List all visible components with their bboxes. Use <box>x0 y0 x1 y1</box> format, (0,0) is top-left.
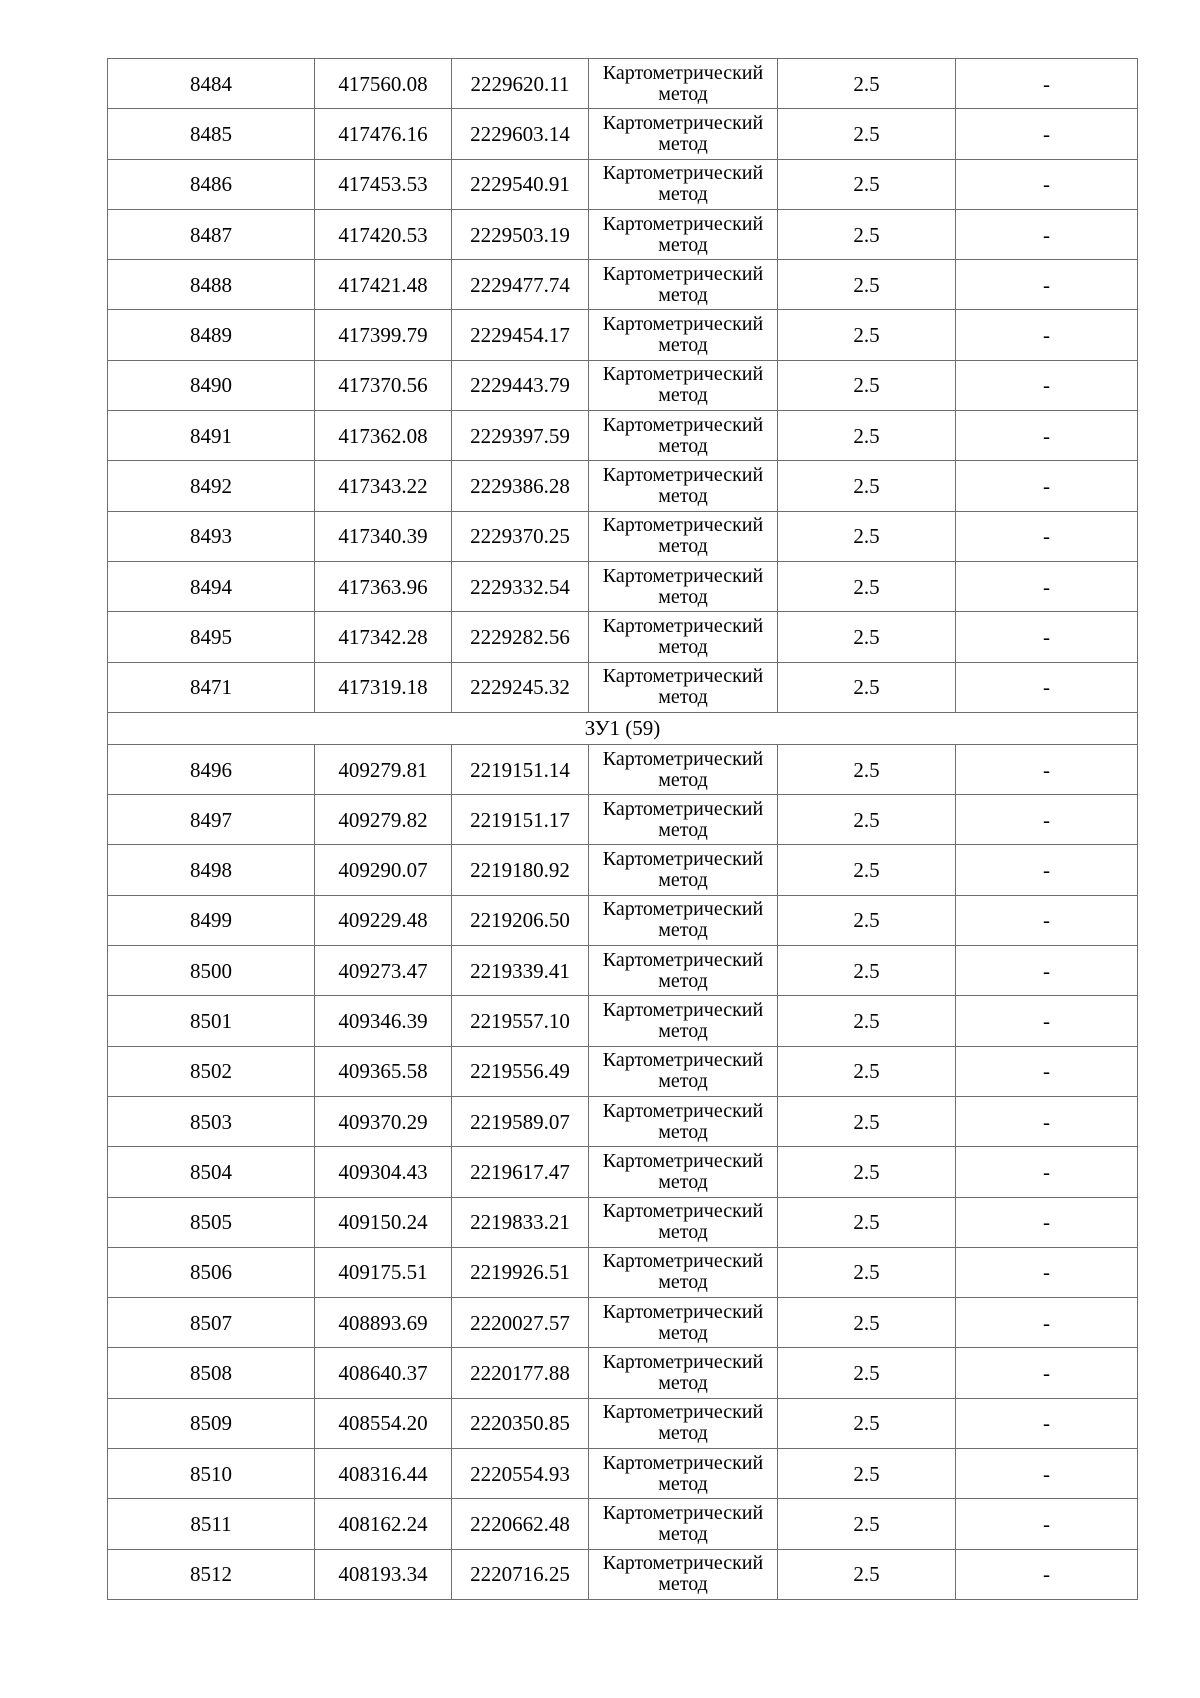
method-cell: Картометрический метод <box>589 1398 778 1448</box>
point-number-cell: 8508 <box>108 1348 315 1398</box>
x-coordinate-cell: 409279.81 <box>315 744 452 794</box>
accuracy-cell: 2.5 <box>778 744 956 794</box>
method-cell: Картометрический метод <box>589 1046 778 1096</box>
note-cell: - <box>956 795 1138 845</box>
point-number-cell: 8509 <box>108 1398 315 1448</box>
x-coordinate-cell: 417343.22 <box>315 461 452 511</box>
note-cell: - <box>956 1096 1138 1146</box>
accuracy-cell: 2.5 <box>778 109 956 159</box>
point-number-cell: 8491 <box>108 411 315 461</box>
method-cell: Картометрический метод <box>589 946 778 996</box>
accuracy-cell: 2.5 <box>778 511 956 561</box>
table-row <box>108 996 1138 1046</box>
y-coordinate-cell: 2229443.79 <box>452 360 589 410</box>
y-coordinate-cell: 2229397.59 <box>452 411 589 461</box>
point-number-cell: 8510 <box>108 1449 315 1499</box>
x-coordinate-cell: 409290.07 <box>315 845 452 895</box>
accuracy-cell: 2.5 <box>778 612 956 662</box>
point-number-cell: 8504 <box>108 1147 315 1197</box>
y-coordinate-cell: 2229245.32 <box>452 662 589 712</box>
x-coordinate-cell: 417362.08 <box>315 411 452 461</box>
method-cell: Картометрический метод <box>589 1449 778 1499</box>
coordinates-table-body <box>108 59 1138 1600</box>
accuracy-cell: 2.5 <box>778 59 956 109</box>
method-cell: Картометрический метод <box>589 310 778 360</box>
table-row <box>108 59 1138 109</box>
accuracy-cell: 2.5 <box>778 209 956 259</box>
note-cell: - <box>956 310 1138 360</box>
table-row <box>108 1096 1138 1146</box>
table-row <box>108 1298 1138 1348</box>
note-cell: - <box>956 1046 1138 1096</box>
method-cell: Картометрический метод <box>589 795 778 845</box>
point-number-cell: 8495 <box>108 612 315 662</box>
note-cell: - <box>956 1147 1138 1197</box>
x-coordinate-cell: 408162.24 <box>315 1499 452 1549</box>
table-row <box>108 744 1138 794</box>
accuracy-cell: 2.5 <box>778 411 956 461</box>
y-coordinate-cell: 2219926.51 <box>452 1247 589 1297</box>
x-coordinate-cell: 417453.53 <box>315 159 452 209</box>
accuracy-cell: 2.5 <box>778 1147 956 1197</box>
y-coordinate-cell: 2219557.10 <box>452 996 589 1046</box>
table-row <box>108 1046 1138 1096</box>
y-coordinate-cell: 2220554.93 <box>452 1449 589 1499</box>
accuracy-cell: 2.5 <box>778 1247 956 1297</box>
table-row <box>108 511 1138 561</box>
y-coordinate-cell: 2219833.21 <box>452 1197 589 1247</box>
x-coordinate-cell: 408640.37 <box>315 1348 452 1398</box>
note-cell: - <box>956 1549 1138 1599</box>
y-coordinate-cell: 2220662.48 <box>452 1499 589 1549</box>
method-cell: Картометрический метод <box>589 260 778 310</box>
table-row <box>108 845 1138 895</box>
note-cell: - <box>956 946 1138 996</box>
x-coordinate-cell: 417420.53 <box>315 209 452 259</box>
accuracy-cell: 2.5 <box>778 561 956 611</box>
note-cell: - <box>956 744 1138 794</box>
note-cell: - <box>956 461 1138 511</box>
point-number-cell: 8506 <box>108 1247 315 1297</box>
y-coordinate-cell: 2219206.50 <box>452 895 589 945</box>
point-number-cell: 8501 <box>108 996 315 1046</box>
accuracy-cell: 2.5 <box>778 996 956 1046</box>
method-cell: Картометрический метод <box>589 895 778 945</box>
y-coordinate-cell: 2219151.14 <box>452 744 589 794</box>
method-cell: Картометрический метод <box>589 360 778 410</box>
table-row <box>108 895 1138 945</box>
note-cell: - <box>956 109 1138 159</box>
y-coordinate-cell: 2229503.19 <box>452 209 589 259</box>
table-row <box>108 1197 1138 1247</box>
method-cell: Картометрический метод <box>589 845 778 895</box>
method-cell: Картометрический метод <box>589 1549 778 1599</box>
point-number-cell: 8507 <box>108 1298 315 1348</box>
note-cell: - <box>956 511 1138 561</box>
accuracy-cell: 2.5 <box>778 946 956 996</box>
point-number-cell: 8487 <box>108 209 315 259</box>
method-cell: Картометрический метод <box>589 1197 778 1247</box>
x-coordinate-cell: 409273.47 <box>315 946 452 996</box>
accuracy-cell: 2.5 <box>778 845 956 895</box>
y-coordinate-cell: 2229477.74 <box>452 260 589 310</box>
table-row <box>108 1348 1138 1398</box>
y-coordinate-cell: 2220716.25 <box>452 1549 589 1599</box>
point-number-cell: 8505 <box>108 1197 315 1247</box>
point-number-cell: 8494 <box>108 561 315 611</box>
accuracy-cell: 2.5 <box>778 1197 956 1247</box>
point-number-cell: 8489 <box>108 310 315 360</box>
method-cell: Картометрический метод <box>589 461 778 511</box>
method-cell: Картометрический метод <box>589 59 778 109</box>
table-row <box>108 946 1138 996</box>
y-coordinate-cell: 2229540.91 <box>452 159 589 209</box>
point-number-cell: 8497 <box>108 795 315 845</box>
x-coordinate-cell: 409150.24 <box>315 1197 452 1247</box>
method-cell: Картометрический метод <box>589 159 778 209</box>
y-coordinate-cell: 2219617.47 <box>452 1147 589 1197</box>
note-cell: - <box>956 1348 1138 1398</box>
method-cell: Картометрический метод <box>589 744 778 794</box>
table-row <box>108 1449 1138 1499</box>
method-cell: Картометрический метод <box>589 209 778 259</box>
table-row <box>108 109 1138 159</box>
x-coordinate-cell: 409175.51 <box>315 1247 452 1297</box>
note-cell: - <box>956 360 1138 410</box>
point-number-cell: 8490 <box>108 360 315 410</box>
note-cell: - <box>956 895 1138 945</box>
note-cell: - <box>956 1398 1138 1448</box>
point-number-cell: 8500 <box>108 946 315 996</box>
x-coordinate-cell: 417342.28 <box>315 612 452 662</box>
x-coordinate-cell: 417560.08 <box>315 59 452 109</box>
point-number-cell: 8499 <box>108 895 315 945</box>
x-coordinate-cell: 408554.20 <box>315 1398 452 1448</box>
table-row <box>108 1147 1138 1197</box>
note-cell: - <box>956 1499 1138 1549</box>
point-number-cell: 8498 <box>108 845 315 895</box>
section-title: ЗУ1 (59) <box>108 712 1138 744</box>
point-number-cell: 8502 <box>108 1046 315 1096</box>
accuracy-cell: 2.5 <box>778 1096 956 1146</box>
table-row <box>108 461 1138 511</box>
point-number-cell: 8511 <box>108 1499 315 1549</box>
x-coordinate-cell: 417363.96 <box>315 561 452 611</box>
note-cell: - <box>956 1247 1138 1297</box>
table-row <box>108 260 1138 310</box>
x-coordinate-cell: 409229.48 <box>315 895 452 945</box>
accuracy-cell: 2.5 <box>778 1046 956 1096</box>
x-coordinate-cell: 408316.44 <box>315 1449 452 1499</box>
method-cell: Картометрический метод <box>589 662 778 712</box>
y-coordinate-cell: 2220027.57 <box>452 1298 589 1348</box>
accuracy-cell: 2.5 <box>778 1298 956 1348</box>
table-row <box>108 1549 1138 1599</box>
point-number-cell: 8485 <box>108 109 315 159</box>
y-coordinate-cell: 2219339.41 <box>452 946 589 996</box>
note-cell: - <box>956 411 1138 461</box>
point-number-cell: 8512 <box>108 1549 315 1599</box>
note-cell: - <box>956 260 1138 310</box>
coordinates-table <box>107 58 1138 1600</box>
method-cell: Картометрический метод <box>589 411 778 461</box>
y-coordinate-cell: 2220350.85 <box>452 1398 589 1448</box>
y-coordinate-cell: 2219180.92 <box>452 845 589 895</box>
y-coordinate-cell: 2220177.88 <box>452 1348 589 1398</box>
x-coordinate-cell: 417319.18 <box>315 662 452 712</box>
y-coordinate-cell: 2229620.11 <box>452 59 589 109</box>
accuracy-cell: 2.5 <box>778 662 956 712</box>
accuracy-cell: 2.5 <box>778 1398 956 1448</box>
table-row <box>108 612 1138 662</box>
point-number-cell: 8493 <box>108 511 315 561</box>
method-cell: Картометрический метод <box>589 1348 778 1398</box>
method-cell: Картометрический метод <box>589 996 778 1046</box>
point-number-cell: 8486 <box>108 159 315 209</box>
section-header-row <box>108 712 1138 744</box>
y-coordinate-cell: 2229603.14 <box>452 109 589 159</box>
table-row <box>108 310 1138 360</box>
x-coordinate-cell: 417399.79 <box>315 310 452 360</box>
accuracy-cell: 2.5 <box>778 260 956 310</box>
table-row <box>108 411 1138 461</box>
x-coordinate-cell: 409365.58 <box>315 1046 452 1096</box>
note-cell: - <box>956 845 1138 895</box>
accuracy-cell: 2.5 <box>778 895 956 945</box>
method-cell: Картометрический метод <box>589 511 778 561</box>
table-row <box>108 360 1138 410</box>
x-coordinate-cell: 409346.39 <box>315 996 452 1046</box>
note-cell: - <box>956 612 1138 662</box>
y-coordinate-cell: 2229370.25 <box>452 511 589 561</box>
accuracy-cell: 2.5 <box>778 795 956 845</box>
accuracy-cell: 2.5 <box>778 461 956 511</box>
note-cell: - <box>956 1449 1138 1499</box>
point-number-cell: 8488 <box>108 260 315 310</box>
y-coordinate-cell: 2229386.28 <box>452 461 589 511</box>
table-row <box>108 662 1138 712</box>
note-cell: - <box>956 1197 1138 1247</box>
point-number-cell: 8492 <box>108 461 315 511</box>
x-coordinate-cell: 409279.82 <box>315 795 452 845</box>
point-number-cell: 8503 <box>108 1096 315 1146</box>
note-cell: - <box>956 996 1138 1046</box>
table-row <box>108 1499 1138 1549</box>
note-cell: - <box>956 209 1138 259</box>
point-number-cell: 8484 <box>108 59 315 109</box>
x-coordinate-cell: 417476.16 <box>315 109 452 159</box>
note-cell: - <box>956 59 1138 109</box>
accuracy-cell: 2.5 <box>778 1499 956 1549</box>
method-cell: Картометрический метод <box>589 1096 778 1146</box>
x-coordinate-cell: 409370.29 <box>315 1096 452 1146</box>
y-coordinate-cell: 2229454.17 <box>452 310 589 360</box>
method-cell: Картометрический метод <box>589 612 778 662</box>
y-coordinate-cell: 2219556.49 <box>452 1046 589 1096</box>
method-cell: Картометрический метод <box>589 109 778 159</box>
x-coordinate-cell: 417370.56 <box>315 360 452 410</box>
table-row <box>108 159 1138 209</box>
y-coordinate-cell: 2229332.54 <box>452 561 589 611</box>
accuracy-cell: 2.5 <box>778 159 956 209</box>
y-coordinate-cell: 2219589.07 <box>452 1096 589 1146</box>
table-row <box>108 795 1138 845</box>
method-cell: Картометрический метод <box>589 1298 778 1348</box>
y-coordinate-cell: 2219151.17 <box>452 795 589 845</box>
method-cell: Картометрический метод <box>589 561 778 611</box>
method-cell: Картометрический метод <box>589 1499 778 1549</box>
x-coordinate-cell: 408893.69 <box>315 1298 452 1348</box>
x-coordinate-cell: 417340.39 <box>315 511 452 561</box>
x-coordinate-cell: 417421.48 <box>315 260 452 310</box>
x-coordinate-cell: 408193.34 <box>315 1549 452 1599</box>
table-row <box>108 209 1138 259</box>
method-cell: Картометрический метод <box>589 1147 778 1197</box>
accuracy-cell: 2.5 <box>778 1348 956 1398</box>
table-row <box>108 561 1138 611</box>
x-coordinate-cell: 409304.43 <box>315 1147 452 1197</box>
method-cell: Картометрический метод <box>589 1247 778 1297</box>
table-row <box>108 1247 1138 1297</box>
accuracy-cell: 2.5 <box>778 360 956 410</box>
note-cell: - <box>956 662 1138 712</box>
point-number-cell: 8496 <box>108 744 315 794</box>
note-cell: - <box>956 1298 1138 1348</box>
accuracy-cell: 2.5 <box>778 1449 956 1499</box>
accuracy-cell: 2.5 <box>778 310 956 360</box>
note-cell: - <box>956 159 1138 209</box>
accuracy-cell: 2.5 <box>778 1549 956 1599</box>
note-cell: - <box>956 561 1138 611</box>
y-coordinate-cell: 2229282.56 <box>452 612 589 662</box>
point-number-cell: 8471 <box>108 662 315 712</box>
table-row <box>108 1398 1138 1448</box>
